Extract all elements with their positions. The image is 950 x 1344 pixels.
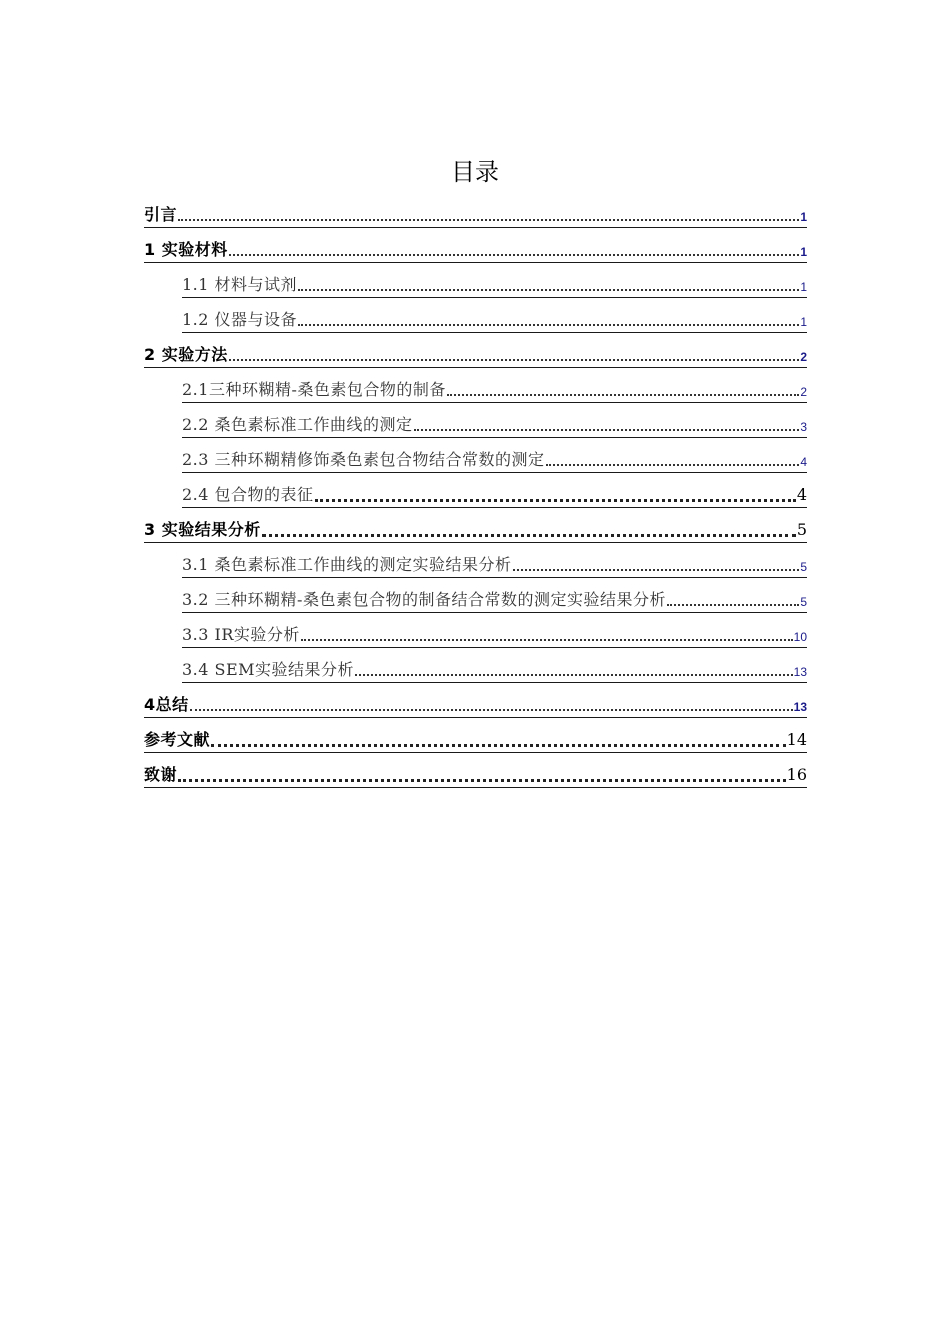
toc-entry-page: 5 xyxy=(796,520,807,539)
toc-entry-page: 1 xyxy=(800,315,807,329)
dot-leader xyxy=(667,604,799,606)
toc-entry-label: 2.2 桑色素标准工作曲线的测定 xyxy=(182,415,413,434)
toc-entry-acknowledgements[interactable] xyxy=(144,753,807,788)
toc-entry-characterization[interactable] xyxy=(182,473,807,508)
toc-entry-binding-constant[interactable] xyxy=(182,438,807,473)
toc-entry-standard-curve[interactable] xyxy=(182,403,807,438)
toc-entry-label: 1.2 仪器与设备 xyxy=(182,310,298,329)
toc-entry-label: 1 实验材料 xyxy=(144,240,228,259)
toc-entry-page: 3 xyxy=(800,420,807,434)
dot-leader xyxy=(178,779,786,782)
dot-leader xyxy=(355,674,793,676)
dot-leader xyxy=(262,534,796,537)
toc-entry-introduction[interactable] xyxy=(144,193,807,228)
toc-entry-results[interactable] xyxy=(144,508,807,543)
dot-leader xyxy=(298,324,799,326)
toc-entry-references[interactable] xyxy=(144,718,807,753)
toc-entry-page: 5 xyxy=(800,595,807,609)
toc-entry-summary[interactable] xyxy=(144,683,807,718)
toc-entry-label: 2.3 三种环糊精修饰桑色素包合物结合常数的测定 xyxy=(182,450,545,469)
toc-entry-page: 13 xyxy=(793,700,807,714)
toc-entry-page: 2 xyxy=(800,350,807,364)
dot-leader xyxy=(414,429,800,431)
dot-leader xyxy=(211,744,786,747)
toc-entry-inclusion-preparation[interactable] xyxy=(182,368,807,403)
toc-entry-label: 3 实验结果分析 xyxy=(144,520,261,539)
toc-entry-materials[interactable] xyxy=(144,228,807,263)
toc-entry-page: 1 xyxy=(800,245,807,259)
dot-leader xyxy=(229,254,800,256)
toc-entry-page: 13 xyxy=(793,665,807,679)
toc-entry-page: 4 xyxy=(800,455,807,469)
toc-entry-ir-analysis[interactable] xyxy=(182,613,807,648)
dot-leader xyxy=(447,394,799,396)
dot-leader xyxy=(178,219,799,221)
toc-entry-label: 2 实验方法 xyxy=(144,345,228,364)
toc-entry-label: 2.1三种环糊精-桑色素包合物的制备 xyxy=(182,380,446,399)
table-of-contents xyxy=(144,193,807,788)
toc-entry-label: 引言 xyxy=(144,205,178,224)
dot-leader xyxy=(546,464,800,466)
dot-leader xyxy=(298,289,799,291)
toc-entry-page: 2 xyxy=(800,385,807,399)
toc-entry-sem-analysis[interactable] xyxy=(182,648,807,683)
dot-leader xyxy=(301,639,793,641)
toc-title: 目录 xyxy=(451,158,499,186)
toc-entry-label: 3.3 IR实验分析 xyxy=(182,625,300,644)
toc-entry-label: 参考文献 xyxy=(144,730,211,749)
toc-entry-label: 4总结 xyxy=(144,695,189,714)
toc-entry-page: 10 xyxy=(793,630,807,644)
toc-entry-methods[interactable] xyxy=(144,333,807,368)
toc-entry-page: 14 xyxy=(786,730,807,749)
toc-entry-instruments[interactable] xyxy=(182,298,807,333)
dot-leader xyxy=(315,499,796,502)
toc-entry-page: 1 xyxy=(800,210,807,224)
toc-entry-label: 1.1 材料与试剂 xyxy=(182,275,298,294)
dot-leader xyxy=(190,709,793,711)
toc-entry-materials-reagents[interactable] xyxy=(182,263,807,298)
toc-entry-page: 4 xyxy=(796,485,807,504)
toc-entry-standard-curve-results[interactable] xyxy=(182,543,807,578)
toc-entry-page: 5 xyxy=(800,560,807,574)
toc-entry-label: 3.4 SEM实验结果分析 xyxy=(182,660,355,679)
dot-leader xyxy=(229,359,800,361)
toc-entry-label: 2.4 包合物的表征 xyxy=(182,485,314,504)
toc-entry-binding-constant-results[interactable] xyxy=(182,578,807,613)
dot-leader xyxy=(513,569,800,571)
toc-entry-label: 致谢 xyxy=(144,765,178,784)
toc-entry-label: 3.2 三种环糊精-桑色素包合物的制备结合常数的测定实验结果分析 xyxy=(182,590,666,609)
toc-entry-label: 3.1 桑色素标准工作曲线的测定实验结果分析 xyxy=(182,555,512,574)
toc-entry-page: 1 xyxy=(800,280,807,294)
toc-entry-page: 16 xyxy=(786,765,807,784)
